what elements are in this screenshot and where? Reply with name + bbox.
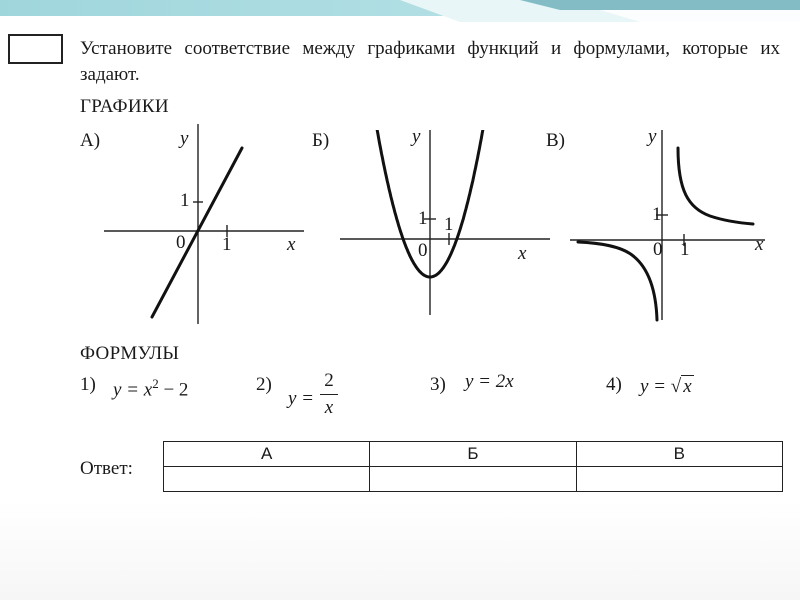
formula-3-number: 3) bbox=[430, 374, 446, 395]
formula-1-lhs: y = x bbox=[113, 379, 153, 401]
graph-c-origin: 0 bbox=[653, 239, 663, 260]
sqrt-icon: √ bbox=[670, 376, 682, 397]
graph-c-axis-y: y bbox=[648, 126, 657, 147]
formula-1 bbox=[113, 376, 188, 401]
graph-a-linear bbox=[104, 124, 304, 324]
answer-header-b: Б bbox=[370, 442, 576, 467]
formula-4-number: 4) bbox=[606, 374, 622, 395]
formula-1-rhs: − 2 bbox=[158, 379, 189, 401]
formula-4 bbox=[640, 376, 694, 398]
formula-1-number: 1) bbox=[80, 374, 96, 395]
section-graphs-heading: ГРАФИКИ bbox=[80, 96, 169, 117]
answer-header-row bbox=[164, 442, 783, 467]
graph-a-origin: 0 bbox=[176, 232, 186, 253]
graph-c-tick-y: 1 bbox=[652, 204, 662, 225]
task-number-box bbox=[8, 34, 63, 64]
formula-3: y = 2x bbox=[465, 371, 514, 392]
graph-a-tick-x: 1 bbox=[222, 234, 232, 255]
formula-4-radicand: x bbox=[683, 376, 692, 397]
graph-b-tick-y: 1 bbox=[418, 208, 428, 229]
answer-header-v: В bbox=[576, 442, 782, 467]
formula-2-lhs bbox=[288, 388, 314, 410]
graph-c-label: В) bbox=[546, 130, 565, 151]
answer-input-row bbox=[164, 467, 783, 492]
graph-b-axis-y: y bbox=[412, 126, 421, 147]
graph-c-tick-x: 1 bbox=[680, 239, 690, 260]
formula-2-fraction bbox=[320, 370, 338, 419]
graph-a-axis-y: y bbox=[180, 128, 189, 149]
graph-b-origin: 0 bbox=[418, 240, 428, 261]
graph-b-label: Б) bbox=[312, 130, 330, 151]
formula-2-numerator: 2 bbox=[324, 370, 334, 391]
task-title: Установите соответствие между графиками функций и формулами, которые их задают. bbox=[80, 38, 780, 85]
graph-a-axis-x: x bbox=[287, 234, 296, 255]
graph-b-tick-x: 1 bbox=[444, 214, 454, 235]
answer-cell-a[interactable] bbox=[164, 467, 370, 492]
slide-bottom-area bbox=[0, 500, 800, 600]
formula-2-number: 2) bbox=[256, 374, 272, 395]
graph-a-tick-y: 1 bbox=[180, 190, 190, 211]
graph-c-hyperbola bbox=[570, 130, 770, 324]
section-formulas-heading: ФОРМУЛЫ bbox=[80, 343, 180, 364]
answer-cell-v[interactable] bbox=[576, 467, 782, 492]
answer-table bbox=[163, 441, 783, 492]
formula-2-lhs-text: y = bbox=[288, 388, 315, 409]
answer-cell-b[interactable] bbox=[370, 467, 576, 492]
answer-header-a: А bbox=[164, 442, 370, 467]
graph-a-label: А) bbox=[80, 130, 101, 151]
answer-label: Ответ: bbox=[80, 458, 133, 479]
formula-2-denominator: x bbox=[324, 397, 334, 418]
slide-header-decoration bbox=[0, 0, 800, 22]
formula-1-exponent: 2 bbox=[152, 376, 159, 391]
graph-c-axis-x: x bbox=[755, 234, 764, 255]
graph-b-axis-x: x bbox=[518, 243, 527, 264]
formula-4-lhs: y = bbox=[640, 376, 671, 397]
